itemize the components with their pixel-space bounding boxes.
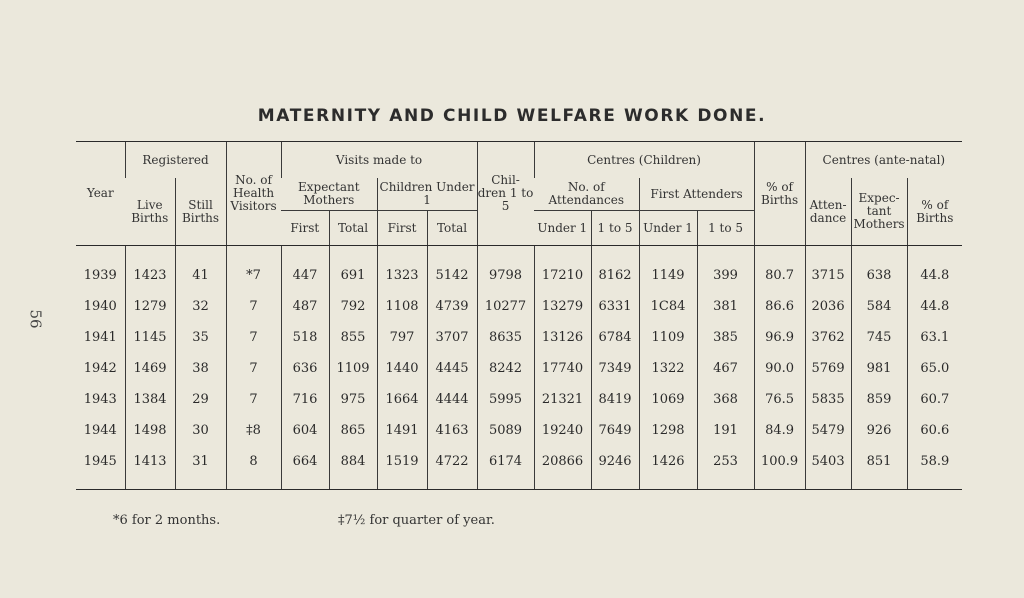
table-cell: 638 <box>851 260 907 291</box>
table-cell: 1942 <box>83 361 117 376</box>
table-cell: ‡8 <box>226 415 281 446</box>
table-cell: 1423 <box>125 260 175 291</box>
table-cell: 792 <box>329 291 377 322</box>
footnote-1: *6 for 2 months. <box>113 513 221 528</box>
table-cell: 60.6 <box>907 415 962 446</box>
table-cell: 1498 <box>125 415 175 446</box>
table-cell: 63.1 <box>907 322 962 353</box>
header-em-first: First <box>281 211 329 246</box>
table-cell: 1109 <box>639 322 697 353</box>
table-cell: 981 <box>851 353 907 384</box>
table-cell: 1323 <box>377 260 427 291</box>
table-cell: 32 <box>175 291 226 322</box>
table-cell: 855 <box>329 322 377 353</box>
table-cell: 636 <box>281 353 329 384</box>
header-attendances: No. of Attendances <box>534 178 639 211</box>
table-cell: 58.9 <box>907 446 962 477</box>
table-cell: 6174 <box>477 446 534 477</box>
table-cell: 5769 <box>805 353 851 384</box>
table-cell: 90.0 <box>754 353 805 384</box>
table-cell: 447 <box>281 260 329 291</box>
page-number: 56 <box>26 309 45 329</box>
footnote-2: ‡7½ for quarter of year. <box>338 513 495 528</box>
header-still-births: Still Births <box>175 178 226 246</box>
table-cell: 21321 <box>534 384 591 415</box>
table-cell: 4722 <box>427 446 477 477</box>
table-cell: 44.8 <box>907 260 962 291</box>
table-cell: 7 <box>226 384 281 415</box>
header-centres-antenatal: Centres (ante-natal) <box>805 142 962 179</box>
table-row <box>76 353 962 384</box>
table-cell: 1413 <box>125 446 175 477</box>
table-cell: 1298 <box>639 415 697 446</box>
welfare-table <box>76 141 962 490</box>
table-cell: 1941 <box>83 330 117 345</box>
table-cell: 17210 <box>534 260 591 291</box>
table-cell: 253 <box>697 446 754 477</box>
table-cell: 865 <box>329 415 377 446</box>
table-cell: 5995 <box>477 384 534 415</box>
table-cell: 41 <box>175 260 226 291</box>
table-cell: 975 <box>329 384 377 415</box>
table-cell: 100.9 <box>754 446 805 477</box>
table-cell: 2036 <box>805 291 851 322</box>
header-live-births: Live Births <box>125 178 175 246</box>
header-year: Year <box>76 142 125 246</box>
table-cell: 716 <box>281 384 329 415</box>
header-att-under-1: Under 1 <box>534 211 591 246</box>
table-cell: 8 <box>226 446 281 477</box>
table-cell: 604 <box>281 415 329 446</box>
table-cell: 1108 <box>377 291 427 322</box>
table-cell: 1384 <box>125 384 175 415</box>
table-cell: 8635 <box>477 322 534 353</box>
header-children-under-1: Children Under 1 <box>377 178 477 211</box>
header-pct-births-antenatal: % of Births <box>907 178 962 246</box>
header-first-attenders: First Attenders <box>639 178 754 211</box>
table-cell: 7349 <box>591 353 639 384</box>
table-cell: 4444 <box>427 384 477 415</box>
table-cell: 1069 <box>639 384 697 415</box>
table-cell: 80.7 <box>754 260 805 291</box>
table-row <box>76 291 962 322</box>
table-cell: 664 <box>281 446 329 477</box>
table-row <box>76 260 962 291</box>
header-pct-births: % of Births <box>754 142 805 246</box>
table-cell: 1944 <box>83 423 117 438</box>
header-fa-under-1: Under 1 <box>639 211 697 246</box>
page-title: MATERNITY AND CHILD WELFARE WORK DONE. <box>257 106 767 126</box>
table-cell: 5479 <box>805 415 851 446</box>
table-cell: 19240 <box>534 415 591 446</box>
table-cell: 1C84 <box>639 291 697 322</box>
table-row <box>76 415 962 446</box>
table-cell: 399 <box>697 260 754 291</box>
table-cell: 30 <box>175 415 226 446</box>
table-cell: 1440 <box>377 353 427 384</box>
table-cell: 6331 <box>591 291 639 322</box>
table-cell: 13279 <box>534 291 591 322</box>
table-cell: 381 <box>697 291 754 322</box>
header-health-visitors: No. of Health Visitors <box>226 142 281 246</box>
table-cell: 20866 <box>534 446 591 477</box>
table-cell: 9246 <box>591 446 639 477</box>
table-cell: 13126 <box>534 322 591 353</box>
table-cell: 5403 <box>805 446 851 477</box>
table-row <box>76 384 962 415</box>
table-row <box>76 322 962 353</box>
table-cell: 1940 <box>83 299 117 314</box>
table-cell: 44.8 <box>907 291 962 322</box>
table-cell: 1426 <box>639 446 697 477</box>
header-registered: Registered <box>125 142 226 179</box>
table-cell: 487 <box>281 291 329 322</box>
table-cell: 1469 <box>125 353 175 384</box>
table-cell: 4739 <box>427 291 477 322</box>
table-cell: 797 <box>377 322 427 353</box>
table-cell: 35 <box>175 322 226 353</box>
table-cell: 96.9 <box>754 322 805 353</box>
table-cell: 1943 <box>83 392 117 407</box>
table-cell: 745 <box>851 322 907 353</box>
table-cell: 1145 <box>125 322 175 353</box>
table-cell: 17740 <box>534 353 591 384</box>
table-cell: 1664 <box>377 384 427 415</box>
header-children-1-to-5: Chil- dren 1 to 5 <box>477 142 534 246</box>
table-cell: 1945 <box>83 454 117 469</box>
table-cell: 1519 <box>377 446 427 477</box>
table-cell: 76.5 <box>754 384 805 415</box>
table-cell: 6784 <box>591 322 639 353</box>
table-cell: 86.6 <box>754 291 805 322</box>
table-cell: 691 <box>329 260 377 291</box>
table-cell: 851 <box>851 446 907 477</box>
table-cell: 926 <box>851 415 907 446</box>
header-attendance: Atten- dance <box>805 178 851 246</box>
table-cell: 1322 <box>639 353 697 384</box>
table-cell: 859 <box>851 384 907 415</box>
table-cell: 368 <box>697 384 754 415</box>
table-cell: 7 <box>226 291 281 322</box>
table-cell: 1491 <box>377 415 427 446</box>
table-cell: 31 <box>175 446 226 477</box>
table-cell: 9798 <box>477 260 534 291</box>
table-cell: 385 <box>697 322 754 353</box>
table-cell: 38 <box>175 353 226 384</box>
table-cell: 4445 <box>427 353 477 384</box>
table-cell: 60.7 <box>907 384 962 415</box>
table-cell: 584 <box>851 291 907 322</box>
table-cell: 1279 <box>125 291 175 322</box>
header-centres-children: Centres (Children) <box>534 142 754 179</box>
table-cell: 3715 <box>805 260 851 291</box>
table-cell: 884 <box>329 446 377 477</box>
table-row <box>76 446 962 477</box>
table-cell: 518 <box>281 322 329 353</box>
table-cell: 10277 <box>477 291 534 322</box>
table-cell: 8419 <box>591 384 639 415</box>
table-cell: 191 <box>697 415 754 446</box>
table-cell: 1939 <box>83 268 117 283</box>
table-cell: 467 <box>697 353 754 384</box>
table-cell: 3762 <box>805 322 851 353</box>
table-cell: 5142 <box>427 260 477 291</box>
table-cell: 7 <box>226 353 281 384</box>
table-cell: 1149 <box>639 260 697 291</box>
table-cell: 7649 <box>591 415 639 446</box>
header-cu1-total: Total <box>427 211 477 246</box>
table-cell: 4163 <box>427 415 477 446</box>
header-expectant: Expec- tant Mothers <box>851 178 907 246</box>
header-fa-1-to-5: 1 to 5 <box>697 211 754 246</box>
table-cell: 8242 <box>477 353 534 384</box>
header-cu1-first: First <box>377 211 427 246</box>
table-cell: 65.0 <box>907 353 962 384</box>
table-cell: 29 <box>175 384 226 415</box>
table-cell: 5835 <box>805 384 851 415</box>
table-cell: *7 <box>226 260 281 291</box>
table-cell: 7 <box>226 322 281 353</box>
header-visits-made-to: Visits made to <box>281 142 477 179</box>
header-att-1-to-5: 1 to 5 <box>591 211 639 246</box>
table-cell: 5089 <box>477 415 534 446</box>
table-cell: 8162 <box>591 260 639 291</box>
table-cell: 84.9 <box>754 415 805 446</box>
table-cell: 1109 <box>329 353 377 384</box>
header-em-total: Total <box>329 211 377 246</box>
header-expectant-mothers: Expectant Mothers <box>281 178 377 211</box>
table-cell: 3707 <box>427 322 477 353</box>
